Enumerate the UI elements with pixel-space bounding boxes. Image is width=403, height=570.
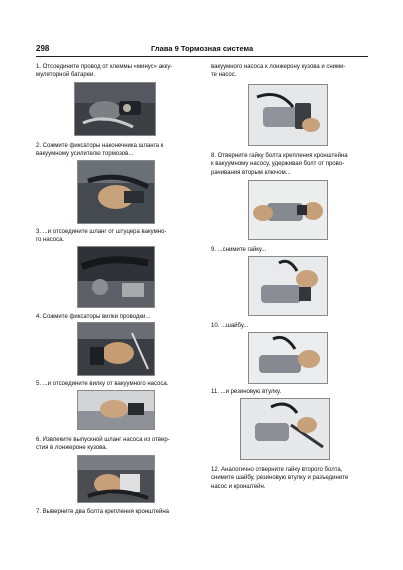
step-7-photo [248,84,328,146]
step-10-photo [248,332,328,384]
step-4-photo [77,322,155,376]
step-8-photo [248,180,328,240]
step-12-text: 12. Аналогично отверните гайку второго болта, снимите шайбу, резиновую втулку и разъедините насос и кронштейн. [211,467,349,490]
step-5-photo [77,390,155,430]
step-2-photo [77,160,155,224]
step-11-text: 11. ...и резиновую втулку. [211,389,282,395]
chapter-title: Глава 9 Тормозная система [151,44,254,53]
step-1-text: 1. Отсоедините провод от клеммы «минус» акку- муляторной батареи. [36,64,173,79]
step-9-photo [248,256,328,316]
step-9-text: 9. ...снимите гайку... [211,247,267,253]
step-10-text: 10. ...шайбу... [211,323,249,329]
header-rule [36,56,368,57]
step-6-photo [77,455,155,503]
step-6-text: 6. Извлеките выпускной шланг насоса из отвер- стия в лонжероне кузова. [36,437,170,452]
step-7-continued-text: вакуумного насоса к лонжерону кузова и сними- те насос. [211,64,346,79]
step-4-text: 4. Сожмите фиксаторы вилки проводки... [36,314,151,320]
step-11-photo [240,398,330,460]
page-number: 298 [36,44,50,53]
step-2-text: 2. Сожмите фиксаторы наконечника шланга к вакуумному усилителю тормозов... [36,143,164,158]
step-1-photo [74,82,156,136]
step-3-photo [77,246,155,308]
step-7-text: 7. Выверните два болта крепления кронштейна [36,509,169,515]
step-8-text: 8. Отверните гайку болта крепления кронштейна к вакуумному насосу, удерживая болт от прово- рачивания вторым ключом... [211,153,348,176]
step-5-text: 5. ...и отсоедините вилку от вакуумного насоса. [36,381,169,387]
step-3-text: 3. ...и отсоедините шланг от штуцера вакумно- го насоса. [36,229,167,244]
